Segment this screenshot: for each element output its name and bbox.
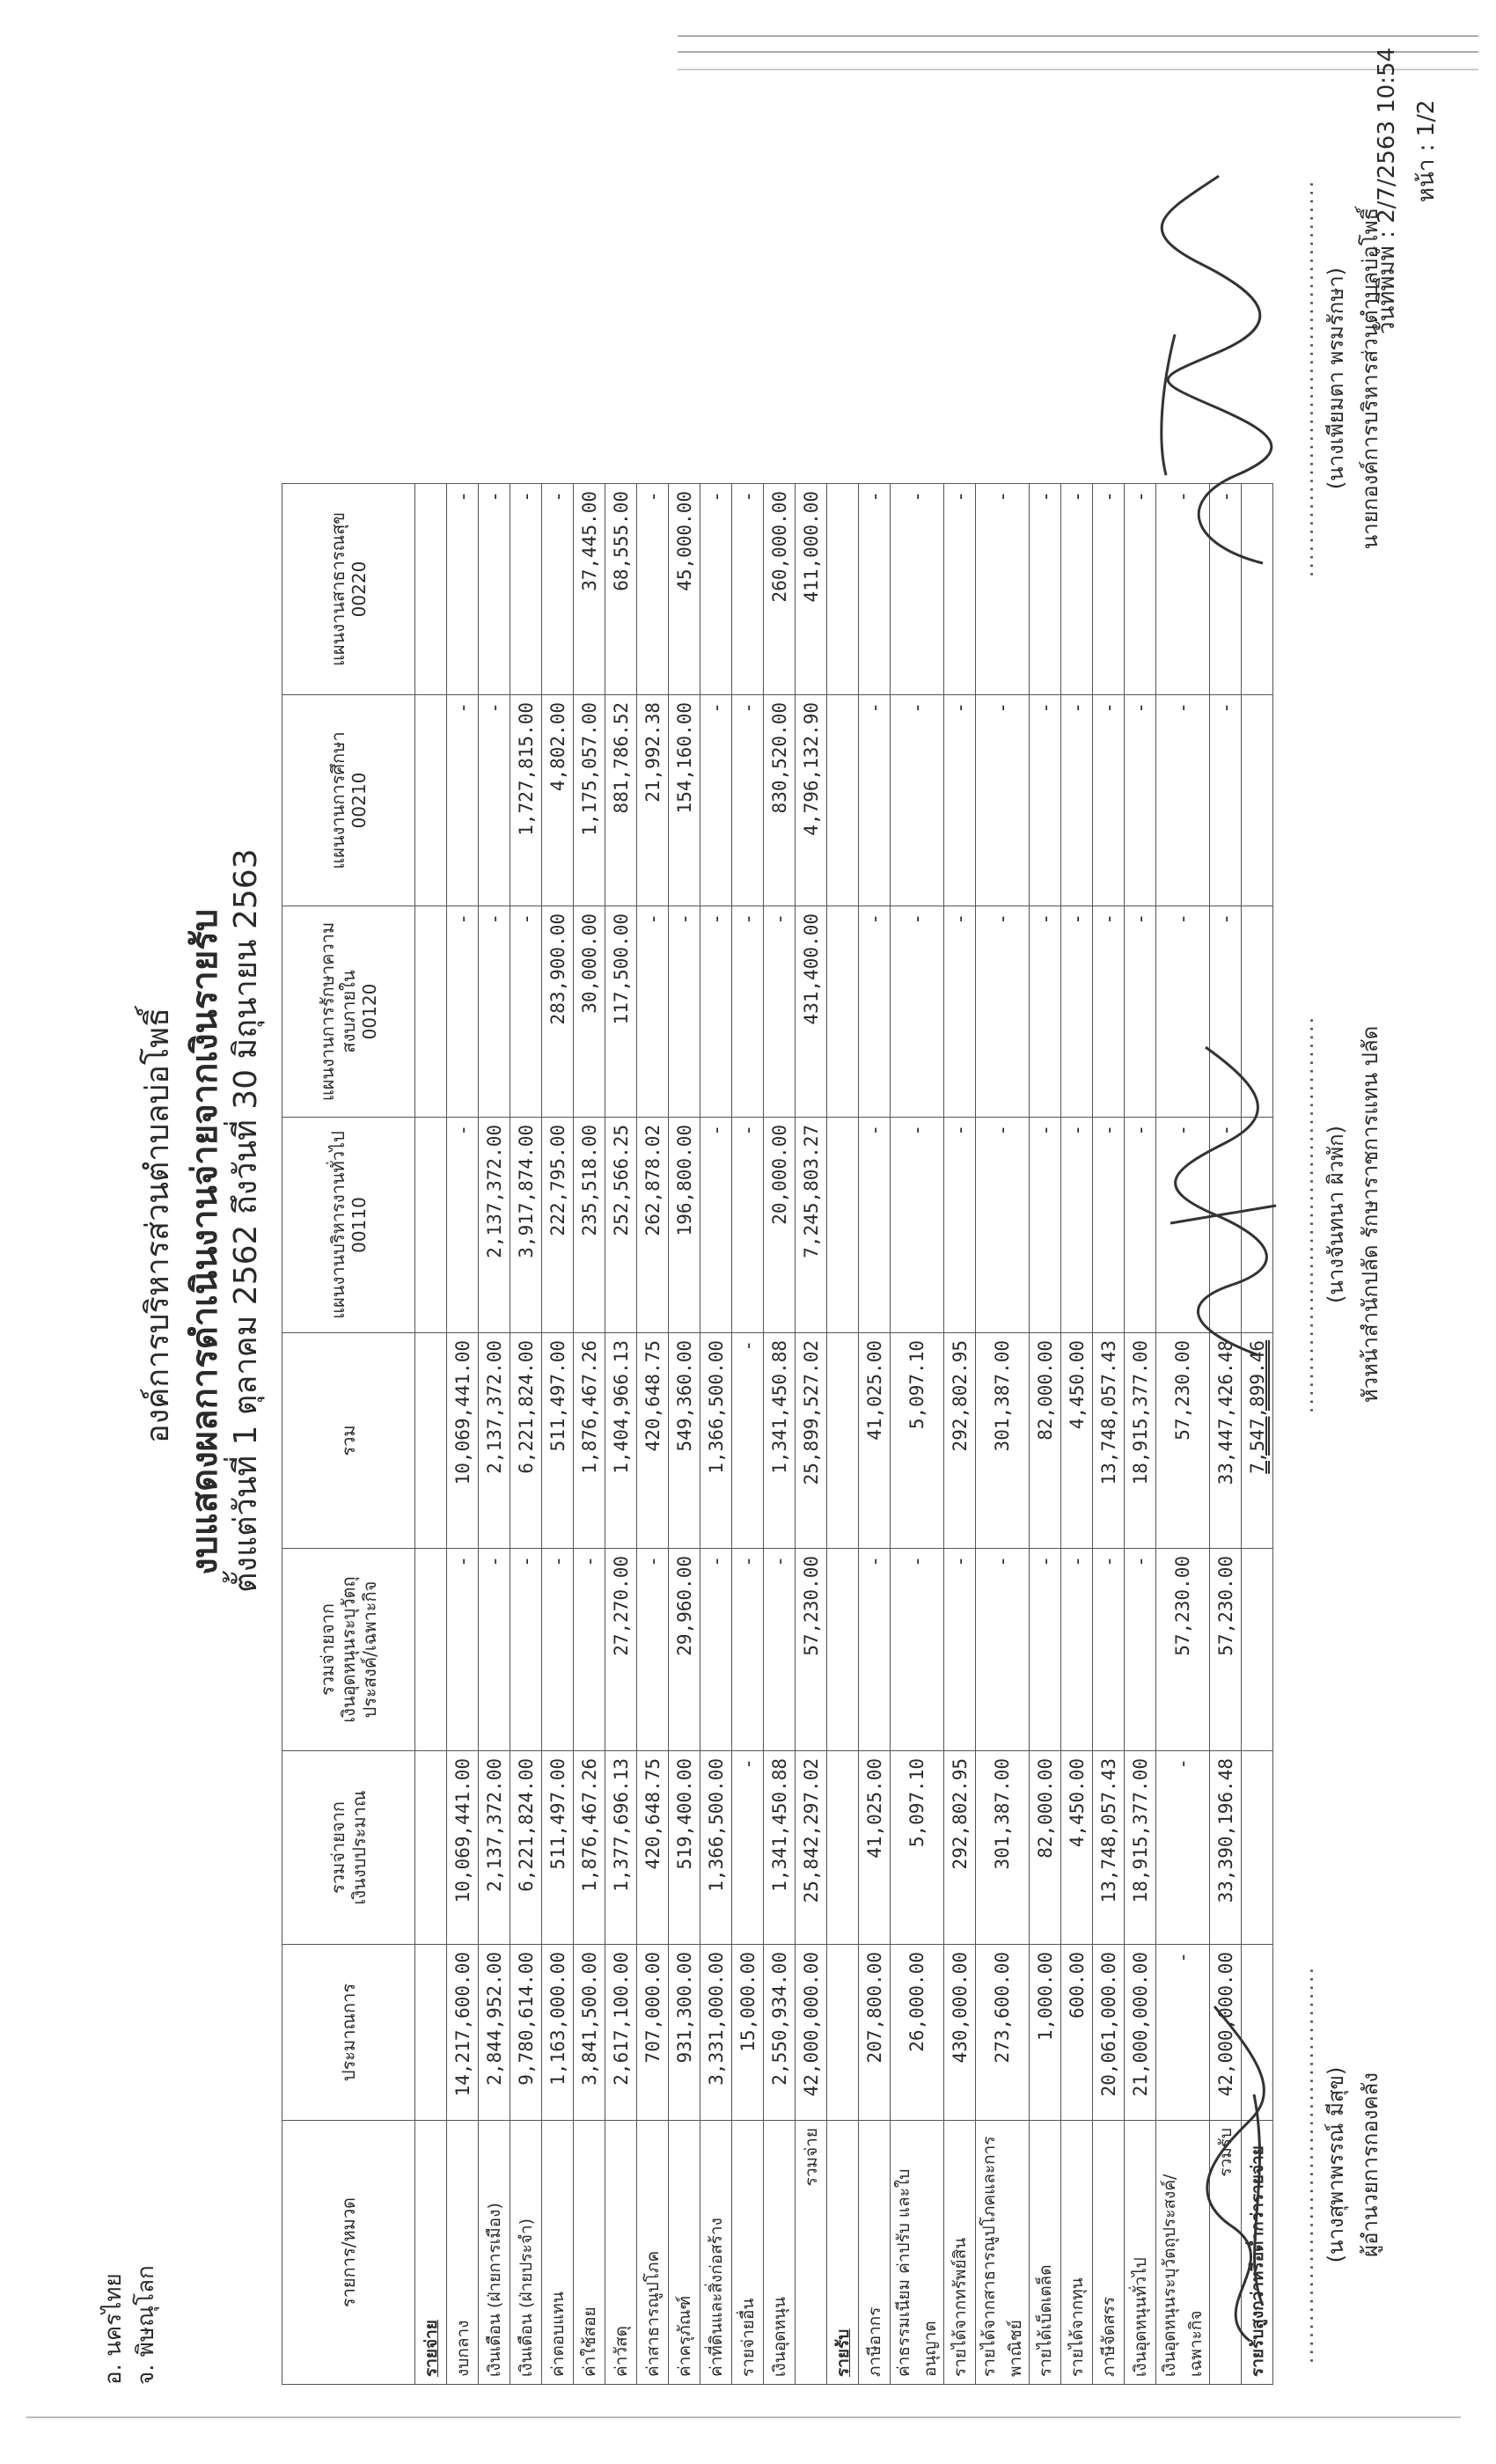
balance-label: รายรับสูงกว่าหรือต่ำกว่ารายจ่าย xyxy=(1242,2121,1273,2385)
signature-line: ............................................... xyxy=(1294,1965,1318,2365)
signer-position: นายกองค์การบริหารส่วนตำบลบ่อโพธิ์ xyxy=(1358,207,1382,550)
amount-cell: 21,992.38 xyxy=(637,695,669,906)
amount-cell: 1,876,467.26 xyxy=(574,1333,605,1549)
amount-cell: - xyxy=(732,695,764,906)
total-amount: 25,842,297.02 xyxy=(796,1751,827,1945)
total-label: รวมจ่าย xyxy=(796,2121,827,2385)
expense-row xyxy=(637,484,669,2385)
amount-cell: 707,000.00 xyxy=(637,1945,669,2121)
empty-cell xyxy=(827,695,859,906)
amount-cell: - xyxy=(859,695,891,906)
amount-cell: 292,802.95 xyxy=(944,1333,976,1549)
income-row xyxy=(944,484,976,2385)
amount-cell: 10,069,441.00 xyxy=(447,1751,479,1945)
signature-block-mayor xyxy=(1294,106,1387,651)
amount-cell: 1,366,500.00 xyxy=(700,1333,732,1549)
amount-cell: 881,786.52 xyxy=(605,695,637,906)
amount-cell: 13,748,057.43 xyxy=(1093,1333,1125,1549)
row-label: ภาษีจัดสรร xyxy=(1093,2121,1125,2385)
district-label: อ. นครไทย xyxy=(100,2273,127,2385)
amount-cell: 1,377,696.13 xyxy=(605,1751,637,1945)
amount-cell: 41,025.00 xyxy=(859,1751,891,1945)
amount-cell: 4,450.00 xyxy=(1061,1751,1093,1945)
amount-cell: 830,520.00 xyxy=(764,695,796,906)
amount-cell: - xyxy=(479,695,510,906)
amount-cell: - xyxy=(732,484,764,695)
province-label: จ. พิษณุโลก xyxy=(133,2265,159,2385)
amount-cell: - xyxy=(859,1549,891,1751)
signature-line: ............................................... xyxy=(1294,179,1318,578)
amount-cell: 57,230.00 xyxy=(1156,1549,1210,1751)
amount-cell: - xyxy=(1093,1549,1125,1751)
amount-cell: 1,000.00 xyxy=(1030,1945,1061,2121)
amount-cell: - xyxy=(1156,906,1210,1118)
amount-cell: - xyxy=(479,1549,510,1751)
expense-row xyxy=(700,484,732,2385)
expense-row xyxy=(510,484,542,2385)
total-amount: - xyxy=(1210,695,1242,906)
row-label: เงินอุดหนุนระบุวัตถุประสงค์/เฉพาะกิจ xyxy=(1156,2121,1210,2385)
amount-cell: - xyxy=(542,484,574,695)
total-amount: 7,245,803.27 xyxy=(796,1118,827,1333)
amount-cell: - xyxy=(976,695,1030,906)
amount-cell: - xyxy=(1093,695,1125,906)
amount-cell: - xyxy=(447,906,479,1118)
amount-cell: - xyxy=(700,484,732,695)
income-row xyxy=(1125,484,1156,2385)
amount-cell: 2,137,372.00 xyxy=(479,1118,510,1333)
expense-row xyxy=(764,484,796,2385)
income-row xyxy=(1093,484,1125,2385)
row-label: เงินเดือน (ฝ่ายการเมือง) xyxy=(479,2121,510,2385)
amount-cell: 14,217,600.00 xyxy=(447,1945,479,2121)
amount-cell: - xyxy=(944,1549,976,1751)
amount-cell: 1,163,000.00 xyxy=(542,1945,574,2121)
amount-cell: 600.00 xyxy=(1061,1945,1093,2121)
amount-cell: - xyxy=(1125,695,1156,906)
amount-cell: - xyxy=(1156,484,1210,695)
amount-cell: 3,841,500.00 xyxy=(574,1945,605,2121)
amount-cell: - xyxy=(447,1118,479,1333)
col-header: รายการ/หมวด xyxy=(282,2121,415,2385)
section-row xyxy=(415,484,447,2385)
amount-cell: 82,000.00 xyxy=(1030,1333,1061,1549)
total-amount: - xyxy=(1210,1118,1242,1333)
amount-cell: - xyxy=(891,484,944,695)
amount-cell: - xyxy=(1030,1549,1061,1751)
amount-cell: 2,550,934.00 xyxy=(764,1945,796,2121)
amount-cell: 2,844,952.00 xyxy=(479,1945,510,2121)
amount-cell: 18,915,377.00 xyxy=(1125,1751,1156,1945)
empty-cell xyxy=(827,1751,859,1945)
total-amount: 4,796,132.90 xyxy=(796,695,827,906)
amount-cell: - xyxy=(1125,906,1156,1118)
total-amount: 431,400.00 xyxy=(796,906,827,1118)
amount-cell: 301,387.00 xyxy=(976,1333,1030,1549)
amount-cell: 37,445.00 xyxy=(574,484,605,695)
amount-cell: 1,404,966.13 xyxy=(605,1333,637,1549)
amount-cell: - xyxy=(891,695,944,906)
signer-name: (นางจันทนา ผิวพัก) xyxy=(1324,1125,1348,1304)
empty-cell xyxy=(1242,1549,1273,1751)
amount-cell: 222,795.00 xyxy=(542,1118,574,1333)
total-amount: 42,000,000.00 xyxy=(1210,1945,1242,2121)
empty-cell xyxy=(1242,1751,1273,1945)
row-label: รายได้จากสาธารณูปโภคและการพาณิชย์ xyxy=(976,2121,1030,2385)
amount-cell: 57,230.00 xyxy=(1156,1333,1210,1549)
empty-cell xyxy=(415,1751,447,1945)
total-amount: 411,000.00 xyxy=(796,484,827,695)
handwritten-signature xyxy=(1140,158,1289,581)
amount-cell: 20,061,000.00 xyxy=(1093,1945,1125,2121)
expense-row xyxy=(447,484,479,2385)
amount-cell: - xyxy=(574,1549,605,1751)
amount-cell: - xyxy=(1125,1549,1156,1751)
amount-cell: - xyxy=(732,1118,764,1333)
amount-cell: 10,069,441.00 xyxy=(447,1333,479,1549)
empty-cell xyxy=(827,906,859,1118)
empty-cell xyxy=(415,695,447,906)
amount-cell: - xyxy=(944,484,976,695)
signer-position: ผู้อำนวยการกองคลัง xyxy=(1358,2072,1382,2257)
amount-cell: 117,500.00 xyxy=(605,906,637,1118)
amount-cell: 2,137,372.00 xyxy=(479,1333,510,1549)
amount-cell: - xyxy=(1061,906,1093,1118)
amount-cell: 235,518.00 xyxy=(574,1118,605,1333)
empty-cell xyxy=(415,1333,447,1549)
amount-cell: - xyxy=(1030,906,1061,1118)
amount-cell: - xyxy=(976,906,1030,1118)
amount-cell: - xyxy=(1125,484,1156,695)
total-amount: 25,899,527.02 xyxy=(796,1333,827,1549)
amount-cell: - xyxy=(1030,1118,1061,1333)
amount-cell: 260,000.00 xyxy=(764,484,796,695)
col-header: แผนงานสาธารณสุข 00220 xyxy=(282,484,415,695)
total-amount: 33,390,196.48 xyxy=(1210,1751,1242,1945)
empty-cell xyxy=(827,1945,859,2121)
amount-cell: - xyxy=(732,1549,764,1751)
amount-cell: 273,600.00 xyxy=(976,1945,1030,2121)
amount-cell: - xyxy=(510,906,542,1118)
row-label: งบกลาง xyxy=(447,2121,479,2385)
row-label: รายได้จากทุน xyxy=(1061,2121,1093,2385)
amount-cell: - xyxy=(859,484,891,695)
amount-cell: 511,497.00 xyxy=(542,1333,574,1549)
amount-cell: - xyxy=(976,484,1030,695)
signature-block-finance xyxy=(1294,1936,1387,2394)
expense-row xyxy=(732,484,764,2385)
total-amount: 33,447,426.48 xyxy=(1210,1333,1242,1549)
amount-cell: 154,160.00 xyxy=(669,695,700,906)
expense-row xyxy=(479,484,510,2385)
empty-cell xyxy=(415,1549,447,1751)
amount-cell: 15,000.00 xyxy=(732,1945,764,2121)
amount-cell: - xyxy=(891,1549,944,1751)
row-label: เงินอุดหนุน xyxy=(764,2121,796,2385)
amount-cell: - xyxy=(732,1333,764,1549)
total-amount: - xyxy=(1210,484,1242,695)
empty-cell xyxy=(1242,695,1273,906)
amount-cell: 1,341,450.88 xyxy=(764,1751,796,1945)
empty-cell xyxy=(415,1945,447,2121)
amount-cell: 3,331,000.00 xyxy=(700,1945,732,2121)
empty-cell xyxy=(827,1333,859,1549)
amount-cell: 519,400.00 xyxy=(669,1751,700,1945)
row-label: ค่าใช้สอย xyxy=(574,2121,605,2385)
amount-cell: - xyxy=(510,484,542,695)
table-header-row xyxy=(282,484,415,2385)
section-row xyxy=(827,484,859,2385)
amount-cell: - xyxy=(700,1549,732,1751)
amount-cell: - xyxy=(1156,1118,1210,1333)
expense-row xyxy=(542,484,574,2385)
amount-cell: - xyxy=(944,1118,976,1333)
col-header: รวมจ่ายจาก เงินอุดหนุนระบุวัตถุ ประสงค์/เฉพาะกิจ xyxy=(282,1549,415,1751)
row-label: รายได้เบ็ดเตล็ด xyxy=(1030,2121,1061,2385)
amount-cell: 6,221,824.00 xyxy=(510,1751,542,1945)
row-label: รายจ่ายอื่น xyxy=(732,2121,764,2385)
amount-cell: 420,648.75 xyxy=(637,1751,669,1945)
amount-cell: - xyxy=(447,484,479,695)
income-row xyxy=(891,484,944,2385)
section-label: รายจ่าย xyxy=(415,2121,447,2385)
amount-cell: - xyxy=(1030,484,1061,695)
total-amount: - xyxy=(1210,906,1242,1118)
empty-cell xyxy=(827,1118,859,1333)
amount-cell: - xyxy=(447,1549,479,1751)
row-label: ค่าสาธารณูปโภค xyxy=(637,2121,669,2385)
amount-cell: 2,617,100.00 xyxy=(605,1945,637,2121)
amount-cell: 3,917,874.00 xyxy=(510,1118,542,1333)
signature-line: ............................................... xyxy=(1294,1015,1318,1414)
signer-name: (นางสุพาพรรณ์ มีสุข) xyxy=(1324,2066,1348,2263)
amount-cell: - xyxy=(700,695,732,906)
amount-cell: - xyxy=(859,906,891,1118)
amount-cell: 1,366,500.00 xyxy=(700,1751,732,1945)
amount-cell: - xyxy=(479,906,510,1118)
row-label: ค่าวัสดุ xyxy=(605,2121,637,2385)
empty-cell xyxy=(415,484,447,695)
empty-cell xyxy=(827,1549,859,1751)
amount-cell: 430,000.00 xyxy=(944,1945,976,2121)
amount-cell: - xyxy=(447,695,479,906)
amount-cell: - xyxy=(859,1118,891,1333)
amount-cell: 5,097.10 xyxy=(891,1751,944,1945)
col-header: รวม xyxy=(282,1333,415,1549)
amount-cell: - xyxy=(1061,484,1093,695)
row-label: ค่าตอบแทน xyxy=(542,2121,574,2385)
amount-cell: - xyxy=(891,906,944,1118)
income-row xyxy=(976,484,1030,2385)
amount-cell: - xyxy=(764,1549,796,1751)
amount-cell: 68,555.00 xyxy=(605,484,637,695)
amount-cell: - xyxy=(1061,695,1093,906)
col-header: แผนงานบริหารงานทั่วไป 00110 xyxy=(282,1118,415,1333)
amount-cell: 931,300.00 xyxy=(669,1945,700,2121)
balance-amount: 7,547,899.46 xyxy=(1242,1333,1273,1549)
amount-cell: 292,802.95 xyxy=(944,1751,976,1945)
amount-cell: - xyxy=(1093,906,1125,1118)
col-header: ประมาณการ xyxy=(282,1945,415,2121)
signature-block-deputy xyxy=(1294,942,1387,1487)
total-amount: 57,230.00 xyxy=(1210,1549,1242,1751)
amount-cell: - xyxy=(479,484,510,695)
amount-cell: 4,450.00 xyxy=(1061,1333,1093,1549)
budget-table xyxy=(282,483,1273,2385)
row-label: ภาษีอากร xyxy=(859,2121,891,2385)
handwritten-signature xyxy=(1188,1989,1285,2358)
amount-cell: 82,000.00 xyxy=(1030,1751,1061,1945)
amount-cell: - xyxy=(1093,1118,1125,1333)
amount-cell: 1,175,057.00 xyxy=(574,695,605,906)
amount-cell: - xyxy=(637,1549,669,1751)
amount-cell: - xyxy=(944,695,976,906)
amount-cell: - xyxy=(669,906,700,1118)
income-row xyxy=(1030,484,1061,2385)
amount-cell: 5,097.10 xyxy=(891,1333,944,1549)
total-label: รวมรับ xyxy=(1210,2121,1242,2385)
amount-cell: 26,000.00 xyxy=(891,1945,944,2121)
amount-cell: - xyxy=(542,1549,574,1751)
amount-cell: 196,800.00 xyxy=(669,1118,700,1333)
empty-cell xyxy=(415,1118,447,1333)
empty-cell xyxy=(827,484,859,695)
amount-cell: - xyxy=(1030,695,1061,906)
amount-cell: 13,748,057.43 xyxy=(1093,1751,1125,1945)
amount-cell: 30,000.00 xyxy=(574,906,605,1118)
col-header: แผนงานการศึกษา 00210 xyxy=(282,695,415,906)
row-label: ค่าธรรมเนียม ค่าปรับ และใบอนุญาต xyxy=(891,2121,944,2385)
amount-cell: - xyxy=(1061,1118,1093,1333)
amount-cell: 549,360.00 xyxy=(669,1333,700,1549)
page-number: หน้า : 1/2 xyxy=(1413,99,1440,202)
amount-cell: - xyxy=(732,1751,764,1945)
empty-cell xyxy=(415,906,447,1118)
amount-cell: - xyxy=(891,1118,944,1333)
amount-cell: 20,000.00 xyxy=(764,1118,796,1333)
report-title: งบแสดงผลการดำเนินงานจ่ายจากเงินรายรับ xyxy=(185,908,225,1575)
amount-cell: 301,387.00 xyxy=(976,1751,1030,1945)
amount-cell: 21,000,000.00 xyxy=(1125,1945,1156,2121)
amount-cell: 29,960.00 xyxy=(669,1549,700,1751)
amount-cell: - xyxy=(1061,1549,1093,1751)
total-amount: 57,230.00 xyxy=(796,1549,827,1751)
amount-cell: 511,497.00 xyxy=(542,1751,574,1945)
amount-cell: 9,780,614.00 xyxy=(510,1945,542,2121)
row-label: เงินเดือน (ฝ่ายประจำ) xyxy=(510,2121,542,2385)
amount-cell: - xyxy=(944,906,976,1118)
section-label: รายรับ xyxy=(827,2121,859,2385)
amount-cell: 1,341,450.88 xyxy=(764,1333,796,1549)
col-header: รวมจ่ายจาก เงินงบประมาณ xyxy=(282,1751,415,1945)
amount-cell: 2,137,372.00 xyxy=(479,1751,510,1945)
amount-cell: - xyxy=(1156,695,1210,906)
amount-cell: 18,915,377.00 xyxy=(1125,1333,1156,1549)
amount-cell: 45,000.00 xyxy=(669,484,700,695)
org-name: องค์การบริหารส่วนตำบลบ่อโพธิ์ xyxy=(140,1008,176,1443)
expense-total-row xyxy=(796,484,827,2385)
row-label: เงินอุดหนุนทั่วไป xyxy=(1125,2121,1156,2385)
amount-cell: - xyxy=(510,1549,542,1751)
signer-position: หัวหน้าสำนักปลัด รักษาราชการแทน ปลัด xyxy=(1358,1025,1382,1404)
amount-cell: 207,800.00 xyxy=(859,1945,891,2121)
expense-row xyxy=(605,484,637,2385)
amount-cell: - xyxy=(1093,484,1125,695)
amount-cell: 6,221,824.00 xyxy=(510,1333,542,1549)
amount-cell: 262,878.02 xyxy=(637,1118,669,1333)
amount-cell: - xyxy=(976,1118,1030,1333)
amount-cell: - xyxy=(1156,1945,1210,2121)
signer-name: (นางเพียมตา พรมรักษา) xyxy=(1324,267,1348,490)
row-label: ค่าครุภัณฑ์ xyxy=(669,2121,700,2385)
amount-cell: - xyxy=(732,906,764,1118)
amount-cell: 420,648.75 xyxy=(637,1333,669,1549)
amount-cell: 283,900.00 xyxy=(542,906,574,1118)
row-label: ค่าที่ดินและสิ่งก่อสร้าง xyxy=(700,2121,732,2385)
income-row xyxy=(859,484,891,2385)
amount-cell: - xyxy=(976,1549,1030,1751)
amount-cell: 27,270.00 xyxy=(605,1549,637,1751)
row-label: รายได้จากทรัพย์สิน xyxy=(944,2121,976,2385)
total-amount: 42,000,000.00 xyxy=(796,1945,827,2121)
amount-cell: - xyxy=(764,906,796,1118)
amount-cell: 1,876,467.26 xyxy=(574,1751,605,1945)
handwritten-signature xyxy=(1153,1030,1285,1382)
expense-row xyxy=(574,484,605,2385)
income-row xyxy=(1061,484,1093,2385)
amount-cell: 41,025.00 xyxy=(859,1333,891,1549)
amount-cell: 1,727,815.00 xyxy=(510,695,542,906)
col-header: แผนงานการรักษาความ สงบภายใน 00120 xyxy=(282,906,415,1118)
amount-cell: 4,802.00 xyxy=(542,695,574,906)
amount-cell: - xyxy=(700,906,732,1118)
print-date: วันที่พิมพ์ : 2/7/2563 10:54 xyxy=(1374,47,1400,334)
amount-cell: - xyxy=(637,906,669,1118)
report-period: ตั้งแต่วันที่ 1 ตุลาคม 2562 ถึงวันที่ 30 มิถุนายน 2563 xyxy=(228,848,264,1593)
amount-cell: - xyxy=(637,484,669,695)
amount-cell: 252,566.25 xyxy=(605,1118,637,1333)
amount-cell: - xyxy=(700,1118,732,1333)
amount-cell: - xyxy=(1125,1118,1156,1333)
expense-row xyxy=(669,484,700,2385)
amount-cell: - xyxy=(1156,1751,1210,1945)
